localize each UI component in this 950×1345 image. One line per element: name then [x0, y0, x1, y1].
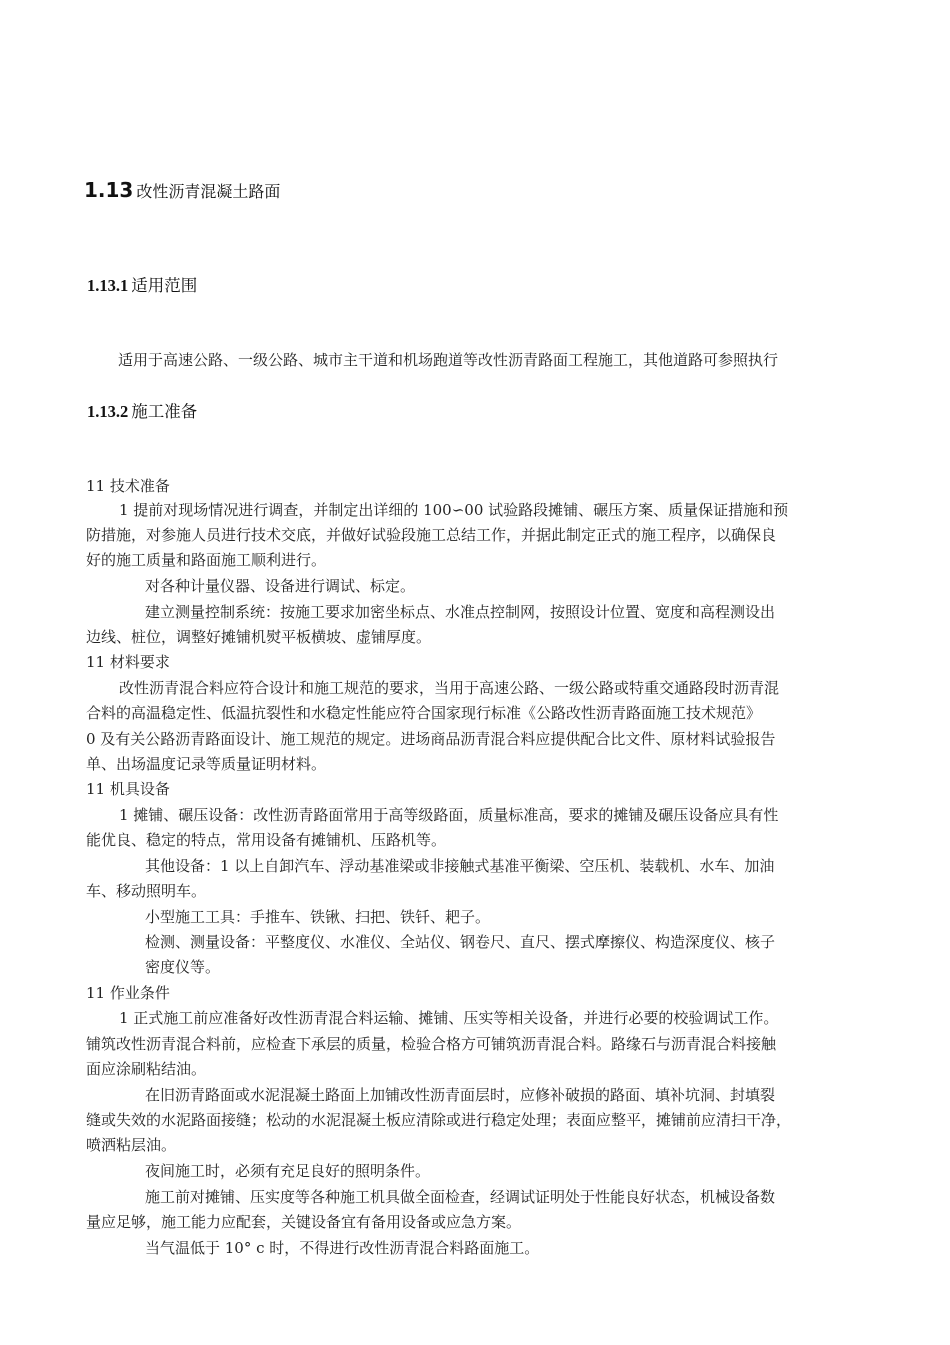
paragraph-line: 量应足够，施工能力应配套，关键设备宜有备用设备或应急方案。 — [86, 1213, 522, 1231]
paragraph-line: 车、移动照明车。 — [86, 882, 207, 900]
paragraph-line: 喷洒粘层油。 — [86, 1136, 177, 1154]
main-heading — [84, 178, 280, 202]
paragraph-line: 改性沥青混合料应符合设计和施工规范的要求，当用于高速公路、一级公路或特重交通路段时沥青混 — [119, 679, 780, 697]
paragraph-line: 0 及有关公路沥青路面设计、施工规范的规定。进场商品沥青混合料应提供配合比文件、原材料试验报告 — [86, 730, 776, 748]
section-number: 1.13.1 — [87, 276, 129, 295]
section-title: 施工准备 — [131, 402, 198, 421]
subheading-conditions: 11 作业条件 — [86, 984, 170, 1002]
paragraph-line: 密度仪等。 — [145, 958, 221, 976]
paragraph-line: 面应涂刷粘结油。 — [86, 1060, 207, 1078]
paragraph-line: 缝或失效的水泥路面接缝；松动的水泥混凝土板应清除或进行稳定处理；表面应整平，摊铺前应清扫干净， — [86, 1111, 792, 1129]
paragraph-line: 1 摊铺、碾压设备：改性沥青路面常用于高等级路面，质量标准高，要求的摊铺及碾压设备应具有性 — [119, 806, 779, 824]
section-title: 适用范围 — [131, 276, 198, 295]
paragraph-line: 当气温低于 10° c 时，不得进行改性沥青混合料路面施工。 — [145, 1239, 540, 1257]
section-number: 1.13.2 — [87, 402, 129, 421]
section-heading-scope — [87, 272, 197, 296]
paragraph-line: 单、出场温度记录等质量证明材料。 — [86, 755, 327, 773]
subheading-technical: 11 技术准备 — [86, 477, 170, 495]
paragraph-line: 1 正式施工前应准备好改性沥青混合料运输、摊铺、压实等相关设备，并进行必要的校验调试工作。 — [119, 1009, 779, 1027]
subheading-equipment: 11 机具设备 — [86, 780, 170, 798]
main-heading-title: 改性沥青混凝土路面 — [136, 182, 281, 201]
paragraph-line: 小型施工工具：手推车、铁锹、扫把、铁钎、耙子。 — [145, 908, 491, 926]
paragraph-line: 合料的高温稳定性、低温抗裂性和水稳定性能应符合国家现行标准《公路改性沥青路面施工技术规范》 — [86, 704, 762, 722]
paragraph-line: 施工前对摊铺、压实度等各种施工机具做全面检查，经调试证明处于性能良好状态，机械设备数 — [145, 1188, 776, 1206]
scope-paragraph: 适用于高速公路、一级公路、城市主干道和机场跑道等改性沥青路面工程施工，其他道路可参照执行 — [118, 351, 779, 369]
paragraph-line: 好的施工质量和路面施工顺利进行。 — [86, 551, 327, 569]
paragraph-line: 边线、桩位，调整好摊铺机熨平板横坡、虚铺厚度。 — [86, 628, 432, 646]
paragraph-line: 夜间施工时，必须有充足良好的照明条件。 — [145, 1162, 431, 1180]
paragraph-line: 能优良、稳定的特点，常用设备有摊铺机、压路机等。 — [86, 831, 447, 849]
paragraph-line: 防措施，对参施人员进行技术交底，并做好试验段施工总结工作，并据此制定正式的施工程序，以确保良 — [86, 526, 777, 544]
section-heading-preparation — [87, 398, 197, 422]
paragraph-line: 建立测量控制系统：按施工要求加密坐标点、水准点控制网，按照设计位置、宽度和高程测设出 — [145, 603, 776, 621]
paragraph-line: 1 提前对现场情况进行调查，并制定出详细的 100∽00 试验路段摊铺、碾压方案、质量保证措施和预 — [119, 501, 789, 519]
paragraph-line: 对各种计量仪器、设备进行调试、标定。 — [145, 577, 416, 595]
main-heading-number: 1.13 — [84, 178, 134, 202]
paragraph-line: 其他设备：1 以上自卸汽车、浮动基准梁或非接触式基准平衡梁、空压机、装载机、水车、加油 — [145, 857, 775, 875]
paragraph-line: 铺筑改性沥青混合料前，应检查下承层的质量，检验合格方可铺筑沥青混合料。路缘石与沥青混合料接触 — [86, 1035, 777, 1053]
paragraph-line: 在旧沥青路面或水泥混凝土路面上加铺改性沥青面层时，应修补破损的路面、填补坑洞、封填裂 — [145, 1086, 776, 1104]
paragraph-line: 检测、测量设备：平整度仪、水准仪、全站仪、钢卷尺、直尺、摆式摩擦仪、构造深度仪、核子 — [145, 933, 776, 951]
subheading-materials: 11 材料要求 — [86, 653, 170, 671]
